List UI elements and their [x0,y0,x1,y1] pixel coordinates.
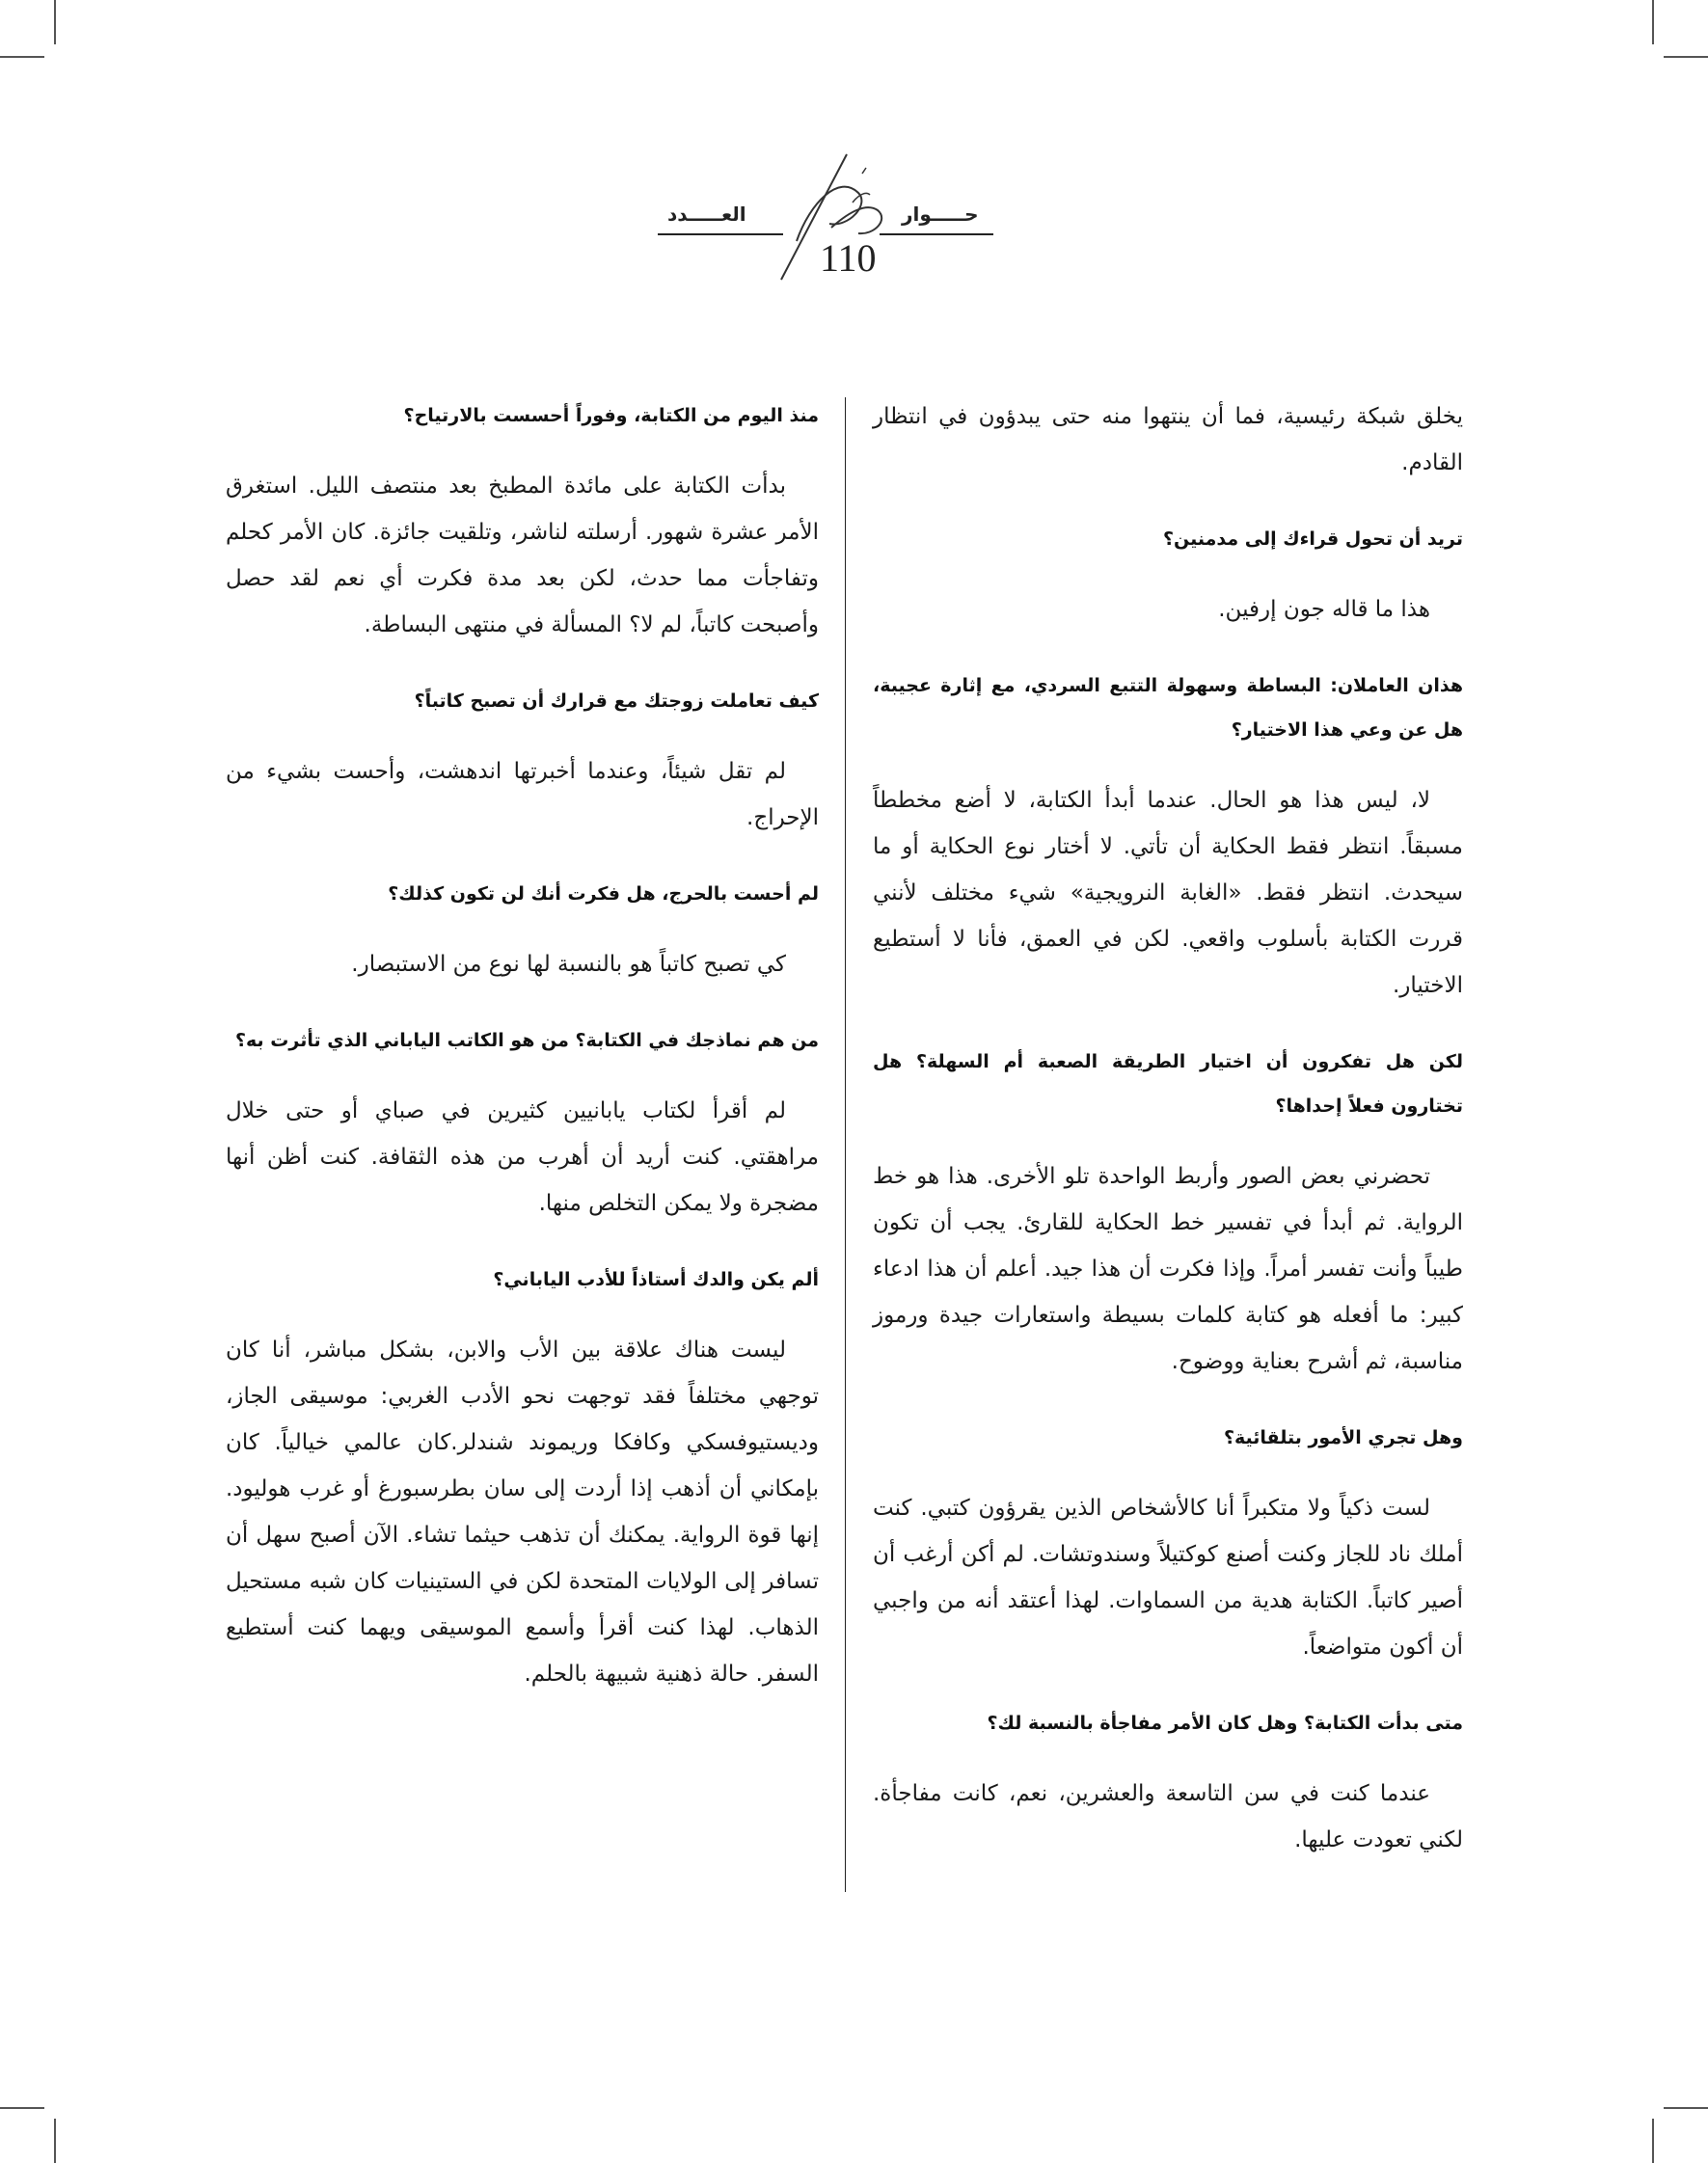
answer-paragraph: بدأت الكتابة على مائدة المطبخ بعد منتصف الليل. استغرق الأمر عشرة شهور. أرسلته لناشر، وتلقيت جائزة. كان الأمر كحلم وتفاجأت مما حدث، لكن بعد مدة فكرت أي نعم لقد حصل وأصبحت كاتباً، لم لا؟ المسألة في منتهى البساطة. [226,473,819,637]
question-heading: هذان العاملان: البساطة وسهولة التتبع السردي، مع إثارة عجيبة، هل عن وعي هذا الاختيار؟ [873,675,1463,741]
answer-paragraph: يخلق شبكة رئيسية، فما أن ينتهوا منه حتى يبدؤون في انتظار القادم. [873,404,1463,475]
crop-mark-top-right-h [1664,56,1708,58]
page-number: 110 [820,236,877,280]
header-section-right: حـــــوار [902,203,979,226]
question-heading: وهل تجري الأمور بتلقائية؟ [1223,1427,1463,1448]
question-heading: تريد أن تحول قراءك إلى مدمنين؟ [1163,528,1463,550]
answer-paragraph: لست ذكياً ولا متكبراً أنا كالأشخاص الذين يقرؤون كتبي. كنت أملك ناد للجاز وكنت أصنع كوكتيلاً وسندوتشات. لم أكن أرغب أن أصير كاتباً. الكتابة هدية من السماوات. لهذا أعتقد أنه من واجبي أن أكون متواضعاً. [873,1496,1463,1660]
column-divider [845,397,846,1892]
left-column [226,393,819,1728]
crop-mark-bottom-left-h [0,2107,44,2109]
answer-paragraph: ليست هناك علاقة بين الأب والابن، بشكل مباشر، أنا كان توجهي مختلفاً فقد توجهت نحو الأدب الغربي: موسيقى الجاز، وديستيوفسكي وكافكا وريموند شندلر.كان عالمي خيالياً. كان بإمكاني أن أذهب إذا أردت إلى سان بطرسبورغ أو غرب هوليود. إنها قوة الرواية. يمكنك أن تذهب حيثما تشاء. الآن أصبح سهل أن تسافر إلى الولايات المتحدة لكن في الستينيات كان شبه مستحيل الذهاب. لهذا كنت أقرأ وأسمع الموسيقى ويهما كنت أستطيع السفر. حالة ذهنية شبيهة بالحلم. [226,1338,819,1687]
question-heading: لم أحست بالحرج، هل فكرت أنك لن تكون كذلك؟ [388,883,819,905]
question-heading: منذ اليوم من الكتابة، وفوراً أحسست بالارتياح؟ [403,405,819,426]
answer-paragraph: عندما كنت في سن التاسعة والعشرين، نعم، كانت مفاجأة. لكني تعودت عليها. [873,1781,1463,1852]
crop-mark-top-right-v [1652,0,1654,44]
question-heading: ألم يكن والدك أستاذاً للأدب الياباني؟ [493,1269,819,1290]
crop-mark-bottom-right-v [1652,2119,1654,2163]
answer-paragraph: كي تصبح كاتباً هو بالنسبة لها نوع من الاستبصار. [351,952,786,977]
answer-paragraph: تحضرني بعض الصور وأربط الواحدة تلو الأخرى. هذا هو خط الرواية. ثم أبدأ في تفسير خط الحكاية للقارئ. يجب أن تكون طيباً وأنت تفسر أمراً. وإذا فكرت أن هذا جيد. أعلم أن هذا ادعاء كبير: ما أفعله هو كتابة كلمات بسيطة واستعارات جيدة ورموز مناسبة، ثم أشرح بعناية ووضوح. [873,1164,1463,1374]
question-heading: من هم نماذجك في الكتابة؟ من هو الكاتب الياباني الذي تأثرت به؟ [235,1030,819,1051]
question-heading: لكن هل تفكرون أن اختيار الطريقة الصعبة أم السهلة؟ هل تختارون فعلاً إحداها؟ [873,1051,1463,1117]
question-heading: متى بدأت الكتابة؟ وهل كان الأمر مفاجأة بالنسبة لك؟ [987,1713,1463,1734]
crop-mark-bottom-right-h [1664,2107,1708,2109]
header-section-left: العـــــدد [667,203,746,226]
header-rule-right [880,233,993,235]
answer-paragraph: لا، ليس هذا هو الحال. عندما أبدأ الكتابة، لا أضع مخططاً مسبقاً. انتظر فقط الحكاية أن تأتي. لا أختار نوع الحكاية أو ما سيحدث. انتظر فقط. «الغابة النرويجية» شيء مختلف لأنني قررت الكتابة بأسلوب واقعي. لكن في العمق، فأنا لا أستطيع الاختيار. [873,788,1463,998]
right-column [873,393,1463,1894]
header-rule-left [658,233,783,235]
page-header [617,135,1022,289]
answer-paragraph: لم أقرأ لكتاب يابانيين كثيرين في صباي أو حتى خلال مراهقتي. كنت أريد أن أهرب من هذه الثقافة. كنت أظن أنها مضجرة ولا يمكن التخلص منها. [226,1098,819,1216]
question-heading: كيف تعاملت زوجتك مع قرارك أن تصبح كاتباً؟ [414,690,819,712]
crop-mark-bottom-left-v [54,2119,56,2163]
crop-mark-top-left-v [54,0,56,44]
answer-paragraph: هذا ما قاله جون إرفين. [1218,597,1430,622]
answer-paragraph: لم تقل شيئاً، وعندما أخبرتها اندهشت، وأحست بشيء من الإحراج. [226,759,819,830]
crop-mark-top-left-h [0,56,44,58]
